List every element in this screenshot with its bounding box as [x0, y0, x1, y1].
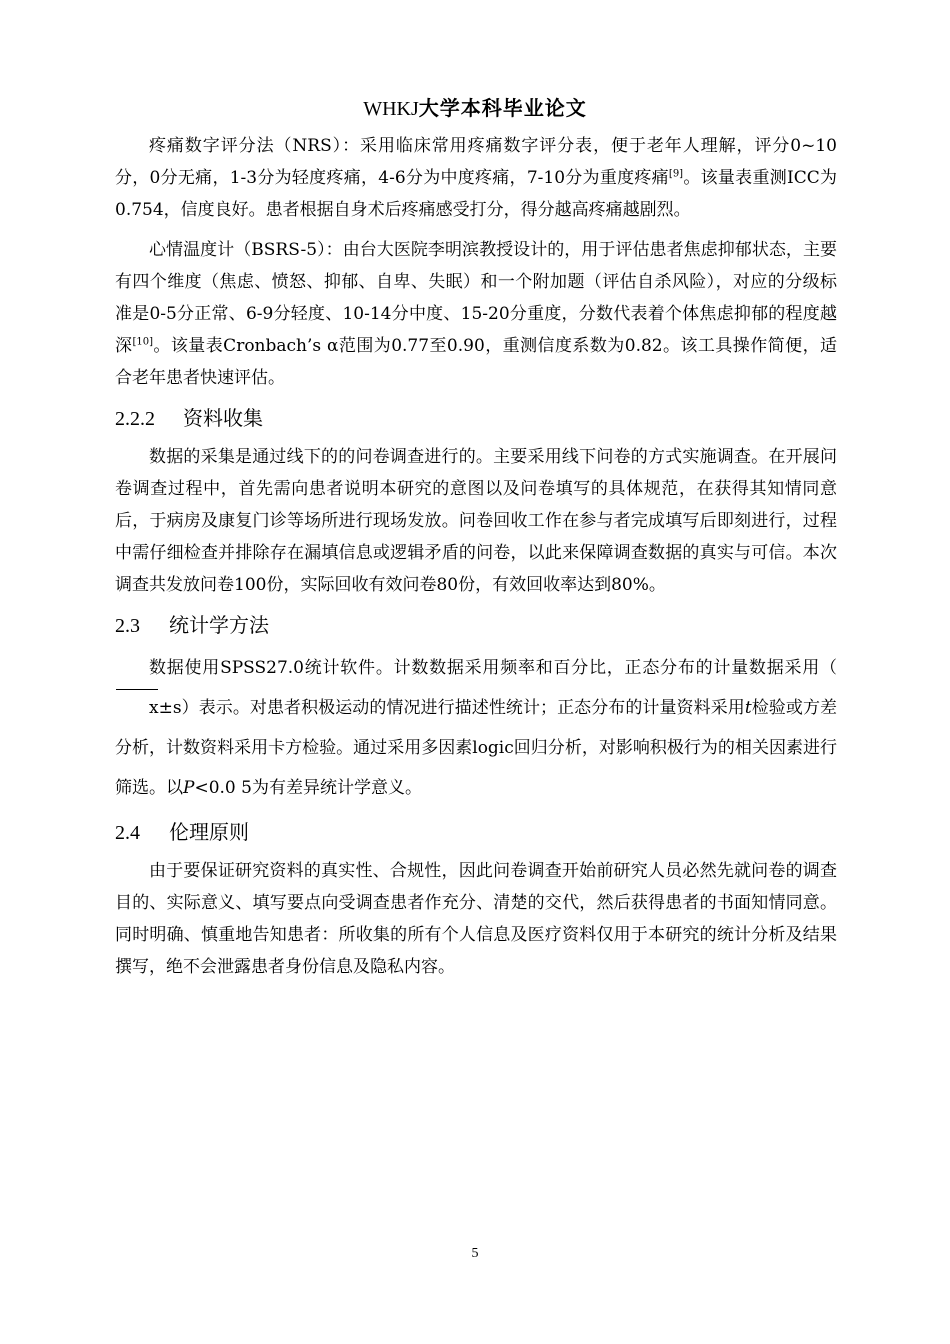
section-heading-2-3 — [115, 609, 837, 642]
p-symbol: P — [183, 778, 195, 798]
section-number: 2.2.2 — [115, 408, 155, 430]
running-header — [0, 94, 950, 123]
mean-symbol: x — [115, 688, 159, 728]
page-number: 5 — [471, 1246, 479, 1261]
section-heading-2-4 — [115, 816, 837, 849]
header-latin: WHKJ — [363, 98, 419, 120]
paragraph-ethics: 由于要保证研究资料的真实性、合规性，因此问卷调查开始前研究人员必然先就问卷的调查目的、实际意义、填写要点向受调查患者作充分、清楚的交代，然后获得患者的书面知情同意。同时明确、慎重地告知患者：所收集的所有个人信息及医疗资料仅用于本研究的统计分析及结果撰写，绝不会泄露患者身份信息及隐私内容。 — [115, 861, 837, 977]
citation-9: [9] — [668, 168, 684, 180]
paragraph-bsrs — [115, 234, 837, 394]
statistics-text-3: 检验或方差分析，计数资料采用卡方检验。通过采用多因素logic回归分析，对影响积极行为的相关因素进行筛选。以 — [115, 698, 838, 798]
section-heading-2-2-2 — [115, 402, 837, 435]
statistics-text-1: 数据使用SPSS27.0统计软件。计数数据采用频率和百分比，正态分布的计量数据采用（ — [149, 658, 837, 678]
paragraph-bsrs-text: 心情温度计（BSRS-5）：由台大医院李明滨教授设计的，用于评估患者焦虑抑郁状态，主要有四个维度（焦虑、愤怒、抑郁、自卑、失眠）和一个附加题（评估自杀风险），对应的分级标准是0-5分正常、6-9分轻度、10-14分中度、15-20分重度，分数代表着个体焦虑抑郁的程度越深 — [115, 240, 837, 356]
citation-10: [10] — [132, 336, 153, 348]
section-number: 2.4 — [115, 822, 140, 844]
section-title: 伦理原则 — [169, 820, 249, 844]
paragraph-data-collection: 数据的采集是通过线下的的问卷调查进行的。主要采用线下问卷的方式实施调查。在开展问卷调查过程中，首先需向患者说明本研究的意图以及问卷填写的具体规范，在获得其知情同意后，于病房及康复门诊等场所进行现场发放。问卷回收工作在参与者完成填写后即刻进行，过程中需仔细检查并排除存在漏填信息或逻辑矛盾的问卷，以此来保障调查数据的真实与可信。本次调查共发放问卷100份，实际回收有效问卷80份，有效回收率达到80%。 — [115, 447, 837, 595]
document-body — [115, 130, 837, 983]
section-number: 2.3 — [115, 615, 140, 637]
header-title: 大学本科毕业论文 — [418, 96, 587, 120]
section-title: 资料收集 — [183, 406, 263, 430]
paragraph-nrs-text-end: 。该量表重测ICC为0.754，信度良好。患者根据自身术后疼痛感受打分，得分越高疼痛越剧烈。 — [115, 168, 837, 220]
paragraph-nrs-text: 疼痛数字评分法（NRS）：采用临床常用疼痛数字评分表，便于老年人理解，评分0~10分，0分无痛，1-3分为轻度疼痛，4-6分为中度疼痛，7-10分为重度疼痛 — [115, 136, 837, 188]
section-title: 统计学方法 — [169, 613, 269, 637]
paragraph-statistics — [115, 648, 837, 808]
paragraph-bsrs-text-end: 。该量表Cronbach’s α范围为0.77至0.90，重测信度系数为0.82。该工具操作简便，适合老年患者快速评估。 — [115, 336, 838, 388]
statistics-text-4: <0.0 5为有差异统计学意义。 — [194, 778, 422, 798]
statistics-text-2: ±s）表示。对患者积极运动的情况进行描述性统计；正态分布的计量资料采用 — [158, 698, 745, 718]
t-symbol: t — [744, 698, 752, 718]
paragraph-nrs — [115, 130, 837, 226]
